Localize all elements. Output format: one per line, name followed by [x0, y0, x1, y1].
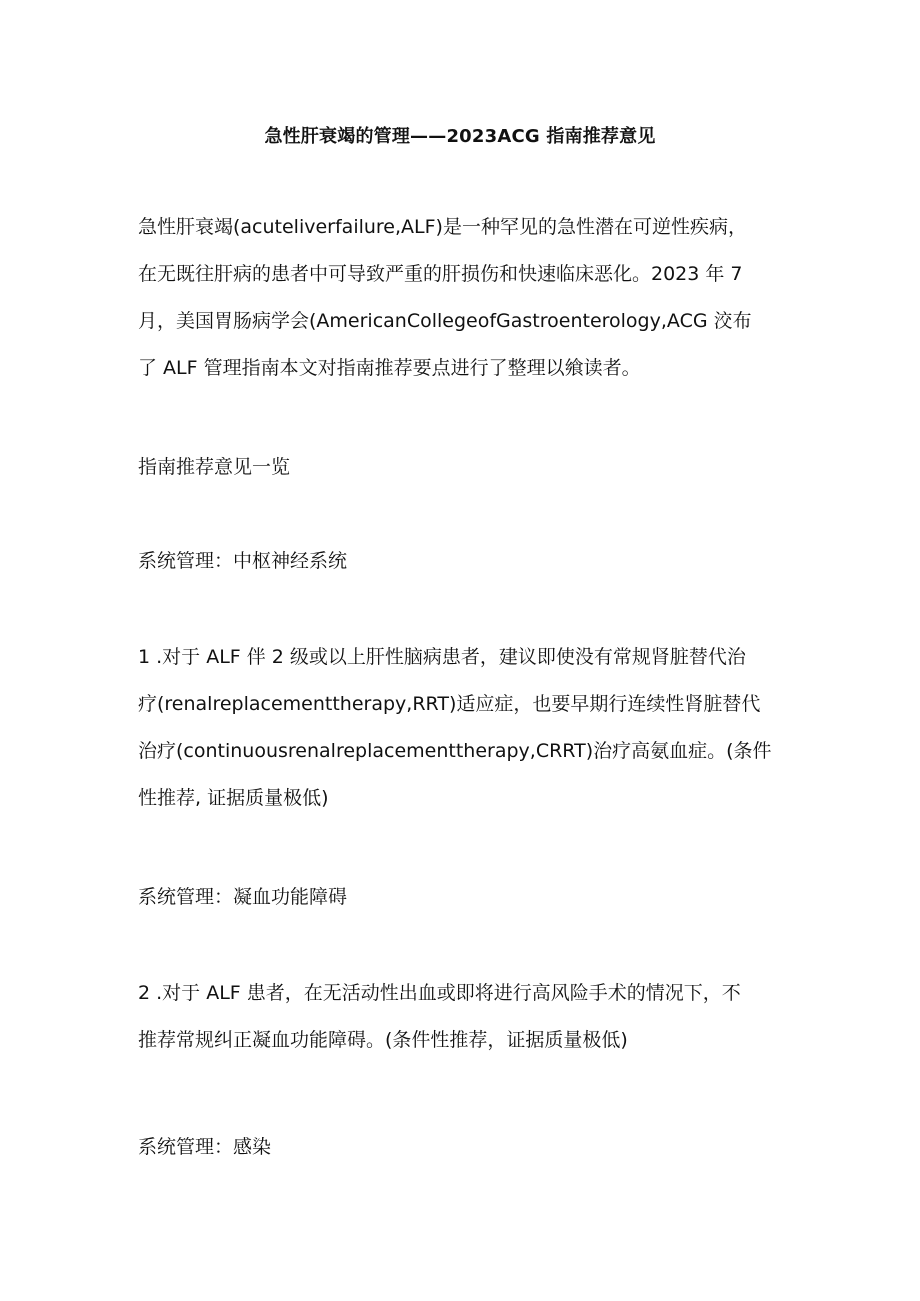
- recommendation-line: 推荐常规纠正凝血功能障碍。(条件性推荐，证据质量极低): [138, 1029, 628, 1051]
- section-heading-cns: 系统管理：中枢神经系统: [138, 550, 348, 572]
- intro-line: 了 ALF 管理指南本文对指南推荐要点进行了整理以飨读者。: [138, 357, 641, 379]
- intro-line: 在无既往肝病的患者中可导致严重的肝损伤和快速临床恶化。2023 年 7: [138, 263, 743, 285]
- recommendation-2: [138, 970, 793, 1064]
- document-title: 急性肝衰竭的管理——2023ACG 指南推荐意见: [264, 126, 656, 147]
- recommendation-line: 治疗(continuousrenalreplacementtherapy,CRRT)治疗高氨血症。(条件: [138, 740, 772, 762]
- overview-heading: 指南推荐意见一览: [138, 456, 291, 478]
- recommendation-1: [138, 634, 793, 822]
- recommendation-line: 疗(renalreplacementtherapy,RRT)适应症，也要早期行连续性肾脏替代: [138, 693, 761, 715]
- intro-line: 急性肝衰竭(acuteliverfailure,ALF)是一种罕见的急性潜在可逆性疾病，: [138, 216, 747, 238]
- recommendation-line: 性推荐, 证据质量极低): [138, 787, 329, 809]
- recommendation-line: 2 .对于 ALF 患者，在无活动性出血或即将进行高风险手术的情况下，不: [138, 982, 741, 1004]
- section-heading-coagulation: 系统管理：凝血功能障碍: [138, 886, 348, 908]
- recommendation-line: 1 .对于 ALF 伴 2 级或以上肝性脑病患者，建议即使没有常规肾脏替代治: [138, 646, 746, 668]
- intro-paragraph: [138, 204, 793, 392]
- section-heading-infection: 系统管理：感染: [138, 1136, 272, 1158]
- intro-line: 月，美国胃肠病学会(AmericanCollegeofGastroenterology,ACG 洨布: [138, 310, 752, 332]
